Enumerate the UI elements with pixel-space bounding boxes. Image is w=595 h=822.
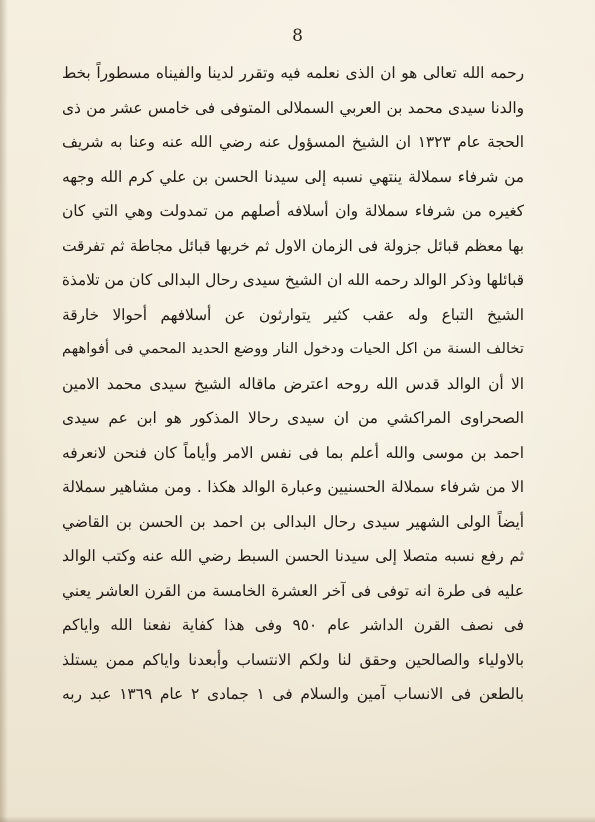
body-text <box>62 56 524 712</box>
page-left-shadow <box>0 0 8 822</box>
text-line: من شرفاء سملالة ينتهي نسبه إلى سيدنا الحسن بن علي كرم الله وجهه <box>62 167 524 186</box>
page-number: 8 <box>292 26 303 46</box>
text-line: احمد بن موسى والله أعلم بما فى نفس الامر وأياماً كان فنحن لانعرفه <box>62 443 524 462</box>
page-bottom-shadow <box>0 816 595 822</box>
text-line: رحمه الله تعالى هو ان الذى نعلمه فيه وتقرر لدينا والفيناه مسطوراً بخط <box>62 64 524 82</box>
text-line: ثم رفع نسبه متصلا إلى سيدنا الحسن السبط رضي الله عنه وكتب الوالد <box>62 547 524 565</box>
text-line: بالاولياء والصالحين وحقق لنا ولكم الانتساب وأبعدنا واياكم ممن يستلذ <box>62 650 524 669</box>
text-line: والدنا سيدى محمد بن العربي السملالى المتوفى فى خامس عشر من ذى <box>62 98 524 117</box>
text-line: قبائلها وذكر الوالد رحمه الله ان الشيخ سيدى رحال البدالى كان من تلامذة <box>62 271 524 289</box>
text-line: الحجة عام ١٣٢٣ ان الشيخ المسؤول عنه رضي الله عنه وعنا به شريف <box>62 133 524 151</box>
text-line: بالطعن فى الانساب آمين والسلام فى ١ جمادى ٢ عام ١٣٦٩ عبد ربه <box>62 685 524 703</box>
text-line: عليه فى طرة انه توفى فى آخر العشرة الخامسة من القرن العاشر يعني <box>62 581 524 600</box>
text-line: الا من شرفاء سملالة الحسنيين وعبارة الوالد هكذا . ومن مشاهير سملالة <box>62 478 524 496</box>
text-line: الشيخ التباع وله عقب كثير يتوارثون عن أسلافهم أحوالا خارقة <box>62 305 524 324</box>
text-line: الصحراوى المراكشي من ان سيدى رحالا المذكور هو ابن عم سيدى <box>62 409 524 427</box>
text-line: بها معظم قبائل جزولة فى الزمان الاول ثم خربها قبائل مجاطة ثم تفرقت <box>62 236 524 255</box>
text-line: كغيره من شرفاء سملالة وان أسلافه أصلهم من تمدولت وهي التي كان <box>62 202 524 220</box>
text-line: فى نصف القرن الداشر عام ٩٥٠ وفى هذا كفاية نفعنا الله واياكم <box>62 616 524 634</box>
text-line: الا أن الوالد قدس الله روحه اعترض ماقاله الشيخ سيدى محمد الامين <box>62 374 524 393</box>
text-line: تخالف السنة من اكل الحيات ودخول النار ووضع الحديد المحمي فى أفواههم <box>62 340 524 357</box>
text-line: أيضاً الولى الشهير سيدى رحال البدالى بن احمد بن الحسن بن القاضي <box>62 512 524 531</box>
